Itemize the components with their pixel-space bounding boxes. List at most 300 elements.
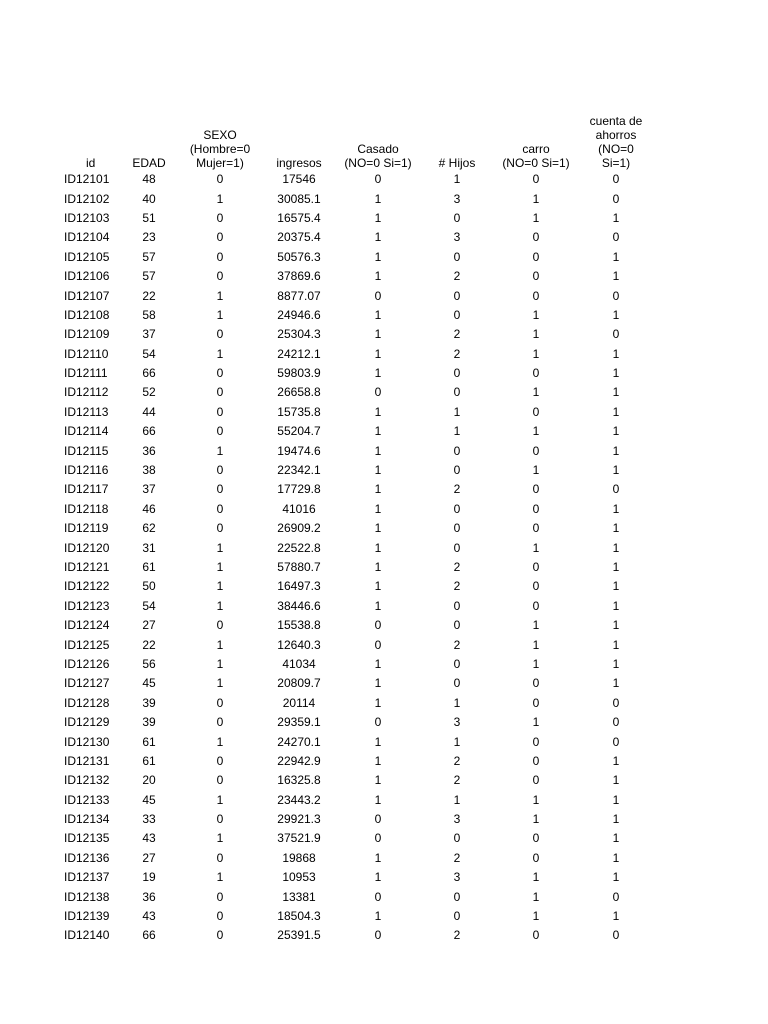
cell-ingresos: 20375.4	[277, 230, 321, 245]
cell-casado: 1	[374, 501, 382, 516]
cell-id: ID12134	[64, 812, 110, 827]
cell-hijos: 0	[453, 618, 461, 633]
cell-ingresos: 25304.3	[277, 327, 321, 342]
table-row	[60, 189, 648, 208]
cell-ingresos: 19474.6	[277, 443, 321, 458]
cell-sexo: 1	[216, 734, 224, 749]
cell-hijos: 2	[453, 928, 461, 943]
cell-casado: 0	[374, 172, 382, 187]
column-header-cuenta-ahorros: cuenta de ahorros (NO=0 Si=1)	[589, 114, 643, 170]
cell-edad: 57	[142, 269, 156, 284]
table-row	[60, 732, 648, 751]
cell-sexo: 0	[216, 889, 224, 904]
cell-carro: 1	[532, 346, 540, 361]
cell-cuenta-ahorros: 1	[612, 812, 620, 827]
cell-ingresos: 22942.9	[277, 753, 321, 768]
cell-sexo: 0	[216, 172, 224, 187]
cell-carro: 0	[532, 695, 540, 710]
cell-hijos: 1	[453, 734, 461, 749]
cell-sexo: 1	[216, 191, 224, 206]
column-header-carro: carro (NO=0 Si=1)	[502, 142, 570, 170]
cell-id: ID12110	[64, 346, 109, 361]
cell-edad: 54	[142, 346, 156, 361]
cell-hijos: 2	[453, 637, 461, 652]
cell-ingresos: 13381	[282, 889, 316, 904]
cell-edad: 50	[142, 579, 156, 594]
header-row	[60, 114, 648, 170]
cell-edad: 39	[142, 715, 156, 730]
cell-ingresos: 8877.07	[277, 288, 321, 303]
cell-casado: 1	[374, 346, 382, 361]
table-row	[60, 325, 648, 344]
cell-ingresos: 16575.4	[277, 210, 321, 225]
cell-cuenta-ahorros: 1	[612, 560, 620, 574]
cell-ingresos: 18504.3	[277, 909, 321, 924]
cell-id: ID12105	[64, 249, 110, 264]
cell-edad: 66	[142, 928, 156, 943]
cell-ingresos: 24946.6	[277, 307, 321, 322]
cell-casado: 1	[374, 307, 382, 322]
cell-carro: 1	[532, 210, 540, 225]
cell-sexo: 0	[216, 463, 224, 478]
cell-casado: 1	[374, 734, 382, 749]
cell-id: ID12107	[64, 288, 110, 303]
cell-hijos: 0	[453, 540, 461, 555]
cell-casado: 0	[374, 812, 382, 827]
cell-casado: 1	[374, 191, 382, 206]
cell-cuenta-ahorros: 1	[612, 676, 620, 691]
table-row	[60, 752, 648, 771]
cell-sexo: 0	[216, 210, 224, 225]
cell-carro: 0	[532, 249, 540, 264]
table-row	[60, 519, 648, 538]
cell-ingresos: 20114	[282, 695, 316, 710]
cell-sexo: 1	[216, 307, 224, 322]
cell-hijos: 0	[453, 909, 461, 924]
cell-sexo: 0	[216, 424, 224, 439]
cell-edad: 54	[142, 598, 156, 613]
cell-cuenta-ahorros: 1	[612, 501, 620, 516]
cell-edad: 22	[142, 637, 156, 652]
cell-hijos: 0	[453, 366, 461, 381]
cell-cuenta-ahorros: 1	[612, 404, 620, 419]
cell-casado: 1	[374, 676, 382, 691]
cell-sexo: 0	[216, 773, 224, 788]
cell-casado: 1	[374, 792, 382, 807]
cell-cuenta-ahorros: 1	[612, 579, 620, 594]
table-row	[60, 403, 648, 422]
cell-edad: 40	[142, 191, 156, 206]
cell-casado: 1	[374, 909, 382, 924]
cell-hijos: 2	[453, 327, 461, 342]
cell-casado: 0	[374, 637, 382, 652]
cell-carro: 0	[532, 560, 540, 574]
cell-edad: 37	[142, 482, 156, 497]
cell-cuenta-ahorros: 1	[612, 269, 620, 284]
cell-cuenta-ahorros: 1	[612, 792, 620, 807]
cell-hijos: 1	[453, 404, 461, 419]
cell-ingresos: 10953	[282, 870, 316, 885]
cell-casado: 1	[374, 753, 382, 768]
table-row	[60, 170, 648, 189]
cell-casado: 1	[374, 521, 382, 536]
cell-cuenta-ahorros: 1	[612, 831, 620, 846]
cell-sexo: 0	[216, 850, 224, 865]
cell-edad: 61	[142, 753, 156, 768]
cell-sexo: 1	[216, 346, 224, 361]
cell-id: ID12101	[64, 172, 110, 187]
cell-id: ID12136	[64, 850, 110, 865]
cell-casado: 0	[374, 715, 382, 730]
cell-carro: 1	[532, 424, 540, 439]
cell-cuenta-ahorros: 0	[612, 889, 620, 904]
cell-hijos: 2	[453, 560, 461, 574]
cell-ingresos: 41016	[282, 501, 316, 516]
cell-ingresos: 16325.8	[277, 773, 321, 788]
table-row	[60, 849, 648, 868]
cell-casado: 1	[374, 598, 382, 613]
cell-hijos: 2	[453, 850, 461, 865]
table-row	[60, 383, 648, 402]
cell-casado: 1	[374, 870, 382, 885]
table-row	[60, 461, 648, 480]
cell-hijos: 3	[453, 870, 461, 885]
cell-sexo: 0	[216, 695, 224, 710]
column-header-casado: Casado (NO=0 Si=1)	[344, 142, 412, 170]
cell-id: ID12117	[64, 482, 109, 497]
cell-cuenta-ahorros: 1	[612, 637, 620, 652]
table-row	[60, 558, 648, 577]
cell-hijos: 0	[453, 443, 461, 458]
cell-carro: 1	[532, 909, 540, 924]
cell-id: ID12128	[64, 695, 110, 710]
cell-casado: 0	[374, 385, 382, 400]
cell-cuenta-ahorros: 1	[612, 307, 620, 322]
cell-carro: 0	[532, 404, 540, 419]
cell-id: ID12138	[64, 889, 110, 904]
cell-edad: 62	[142, 521, 156, 536]
cell-casado: 1	[374, 482, 382, 497]
table-row	[60, 694, 648, 713]
cell-carro: 1	[532, 715, 540, 730]
cell-casado: 1	[374, 424, 382, 439]
cell-edad: 27	[142, 618, 156, 633]
column-header-sexo: SEXO (Hombre=0 Mujer=1)	[189, 128, 251, 170]
table-row	[60, 364, 648, 383]
cell-sexo: 0	[216, 327, 224, 342]
table-row	[60, 306, 648, 325]
cell-sexo: 0	[216, 230, 224, 245]
cell-edad: 43	[142, 909, 156, 924]
column-header-edad: EDAD	[132, 156, 166, 170]
cell-cuenta-ahorros: 1	[612, 656, 620, 671]
cell-hijos: 0	[453, 521, 461, 536]
cell-carro: 0	[532, 172, 540, 187]
cell-ingresos: 19868	[282, 850, 316, 865]
cell-ingresos: 26658.8	[277, 385, 321, 400]
cell-carro: 1	[532, 463, 540, 478]
cell-id: ID12119	[64, 521, 109, 536]
cell-hijos: 2	[453, 753, 461, 768]
cell-id: ID12131	[64, 753, 110, 768]
table-row	[60, 926, 648, 945]
cell-id: ID12112	[64, 385, 109, 400]
cell-cuenta-ahorros: 0	[612, 695, 620, 710]
cell-edad: 45	[142, 676, 156, 691]
cell-id: ID12130	[64, 734, 110, 749]
column-header-ingresos: ingresos	[276, 156, 322, 170]
cell-sexo: 1	[216, 870, 224, 885]
cell-hijos: 0	[453, 385, 461, 400]
table-row	[60, 345, 648, 364]
cell-cuenta-ahorros: 0	[612, 734, 620, 749]
cell-sexo: 0	[216, 812, 224, 827]
cell-cuenta-ahorros: 1	[612, 346, 620, 361]
cell-ingresos: 24212.1	[277, 346, 321, 361]
cell-edad: 61	[142, 560, 156, 574]
cell-cuenta-ahorros: 1	[612, 210, 620, 225]
cell-hijos: 0	[453, 656, 461, 671]
table-row	[60, 228, 648, 247]
cell-cuenta-ahorros: 1	[612, 424, 620, 439]
cell-hijos: 2	[453, 579, 461, 594]
cell-id: ID12106	[64, 269, 110, 284]
cell-carro: 1	[532, 540, 540, 555]
cell-edad: 51	[142, 210, 156, 225]
cell-sexo: 1	[216, 792, 224, 807]
cell-sexo: 1	[216, 598, 224, 613]
cell-hijos: 2	[453, 773, 461, 788]
cell-id: ID12115	[64, 443, 109, 458]
table-row	[60, 209, 648, 228]
cell-cuenta-ahorros: 1	[612, 753, 620, 768]
cell-id: ID12127	[64, 676, 110, 691]
cell-carro: 0	[532, 753, 540, 768]
cell-cuenta-ahorros: 0	[612, 928, 620, 943]
cell-casado: 0	[374, 928, 382, 943]
cell-hijos: 0	[453, 307, 461, 322]
cell-sexo: 0	[216, 928, 224, 943]
cell-cuenta-ahorros: 0	[612, 172, 620, 187]
cell-casado: 0	[374, 831, 382, 846]
cell-id: ID12116	[64, 463, 109, 478]
cell-id: ID12102	[64, 191, 110, 206]
cell-ingresos: 16497.3	[277, 579, 321, 594]
cell-cuenta-ahorros: 1	[612, 249, 620, 264]
cell-id: ID12124	[64, 618, 110, 633]
cell-id: ID12103	[64, 210, 110, 225]
cell-cuenta-ahorros: 0	[612, 191, 620, 206]
cell-ingresos: 41034	[282, 656, 316, 671]
cell-cuenta-ahorros: 0	[612, 715, 620, 730]
cell-carro: 1	[532, 385, 540, 400]
cell-id: ID12137	[64, 870, 110, 885]
cell-edad: 46	[142, 501, 156, 516]
cell-id: ID12108	[64, 307, 110, 322]
cell-cuenta-ahorros: 1	[612, 850, 620, 865]
cell-hijos: 0	[453, 501, 461, 516]
cell-ingresos: 15538.8	[277, 618, 321, 633]
cell-casado: 1	[374, 773, 382, 788]
cell-casado: 1	[374, 210, 382, 225]
cell-edad: 43	[142, 831, 156, 846]
table-row	[60, 655, 648, 674]
cell-casado: 1	[374, 463, 382, 478]
cell-casado: 0	[374, 889, 382, 904]
cell-ingresos: 29921.3	[277, 812, 321, 827]
cell-ingresos: 37521.9	[277, 831, 321, 846]
cell-carro: 0	[532, 521, 540, 536]
cell-id: ID12140	[64, 928, 110, 943]
table-row	[60, 538, 648, 557]
cell-edad: 48	[142, 172, 156, 187]
table-row	[60, 248, 648, 267]
cell-edad: 52	[142, 385, 156, 400]
cell-ingresos: 25391.5	[277, 928, 321, 943]
cell-cuenta-ahorros: 1	[612, 598, 620, 613]
cell-casado: 1	[374, 560, 382, 574]
cell-ingresos: 26909.2	[277, 521, 321, 536]
cell-edad: 39	[142, 695, 156, 710]
table-row	[60, 441, 648, 460]
cell-carro: 0	[532, 850, 540, 865]
cell-sexo: 0	[216, 618, 224, 633]
cell-edad: 66	[142, 424, 156, 439]
cell-casado: 1	[374, 540, 382, 555]
cell-edad: 27	[142, 850, 156, 865]
cell-edad: 33	[142, 812, 156, 827]
cell-sexo: 0	[216, 249, 224, 264]
cell-hijos: 0	[453, 598, 461, 613]
cell-hijos: 0	[453, 210, 461, 225]
cell-cuenta-ahorros: 1	[612, 463, 620, 478]
cell-edad: 22	[142, 288, 156, 303]
table-row	[60, 480, 648, 499]
cell-ingresos: 50576.3	[277, 249, 321, 264]
cell-carro: 0	[532, 366, 540, 381]
cell-hijos: 1	[453, 172, 461, 187]
cell-cuenta-ahorros: 1	[612, 773, 620, 788]
cell-hijos: 3	[453, 812, 461, 827]
cell-sexo: 1	[216, 637, 224, 652]
cell-ingresos: 55204.7	[277, 424, 321, 439]
cell-carro: 1	[532, 792, 540, 807]
cell-sexo: 1	[216, 540, 224, 555]
cell-cuenta-ahorros: 1	[612, 385, 620, 400]
cell-ingresos: 17729.8	[277, 482, 321, 497]
cell-sexo: 0	[216, 404, 224, 419]
cell-id: ID12135	[64, 831, 110, 846]
cell-casado: 1	[374, 269, 382, 284]
cell-edad: 37	[142, 327, 156, 342]
cell-hijos: 2	[453, 346, 461, 361]
cell-carro: 1	[532, 889, 540, 904]
cell-ingresos: 59803.9	[277, 366, 321, 381]
cell-cuenta-ahorros: 0	[612, 230, 620, 245]
cell-sexo: 0	[216, 753, 224, 768]
table-row	[60, 868, 648, 887]
cell-hijos: 1	[453, 792, 461, 807]
cell-cuenta-ahorros: 1	[612, 366, 620, 381]
table-row	[60, 616, 648, 635]
table-row	[60, 597, 648, 616]
cell-sexo: 1	[216, 443, 224, 458]
cell-casado: 1	[374, 850, 382, 865]
table-row	[60, 887, 648, 906]
cell-ingresos: 22342.1	[277, 463, 321, 478]
cell-ingresos: 20809.7	[277, 676, 321, 691]
cell-casado: 1	[374, 404, 382, 419]
cell-casado: 1	[374, 695, 382, 710]
cell-cuenta-ahorros: 1	[612, 909, 620, 924]
cell-hijos: 3	[453, 191, 461, 206]
cell-id: ID12126	[64, 656, 110, 671]
table-row	[60, 286, 648, 305]
cell-casado: 0	[374, 618, 382, 633]
cell-edad: 61	[142, 734, 156, 749]
cell-casado: 1	[374, 249, 382, 264]
cell-cuenta-ahorros: 0	[612, 327, 620, 342]
cell-carro: 1	[532, 870, 540, 885]
cell-carro: 1	[532, 656, 540, 671]
column-header-hijos: # Hijos	[438, 156, 476, 170]
cell-sexo: 0	[216, 366, 224, 381]
table-row	[60, 635, 648, 654]
cell-ingresos: 57880.7	[277, 560, 321, 574]
cell-carro: 1	[532, 637, 540, 652]
cell-carro: 0	[532, 928, 540, 943]
cell-cuenta-ahorros: 1	[612, 540, 620, 555]
cell-casado: 1	[374, 327, 382, 342]
cell-edad: 38	[142, 463, 156, 478]
cell-casado: 0	[374, 288, 382, 303]
cell-hijos: 3	[453, 230, 461, 245]
cell-id: ID12122	[64, 579, 110, 594]
cell-edad: 20	[142, 773, 156, 788]
cell-casado: 1	[374, 443, 382, 458]
cell-sexo: 0	[216, 385, 224, 400]
cell-ingresos: 30085.1	[277, 191, 321, 206]
cell-carro: 0	[532, 288, 540, 303]
table-row	[60, 907, 648, 926]
cell-cuenta-ahorros: 1	[612, 870, 620, 885]
cell-edad: 45	[142, 792, 156, 807]
cell-carro: 0	[532, 598, 540, 613]
cell-hijos: 1	[453, 695, 461, 710]
cell-carro: 0	[532, 676, 540, 691]
cell-cuenta-ahorros: 1	[612, 443, 620, 458]
cell-ingresos: 15735.8	[277, 404, 321, 419]
cell-carro: 0	[532, 269, 540, 284]
cell-sexo: 0	[216, 909, 224, 924]
cell-id: ID12133	[64, 792, 110, 807]
table-row	[60, 500, 648, 519]
cell-id: ID12111	[64, 366, 108, 381]
cell-ingresos: 17546	[282, 172, 316, 187]
cell-id: ID12123	[64, 598, 110, 613]
cell-hijos: 2	[453, 482, 461, 497]
cell-edad: 19	[142, 870, 156, 885]
cell-sexo: 1	[216, 656, 224, 671]
table-row	[60, 829, 648, 848]
cell-carro: 0	[532, 443, 540, 458]
cell-edad: 56	[142, 656, 156, 671]
cell-carro: 0	[532, 734, 540, 749]
table-row	[60, 267, 648, 286]
cell-id: ID12109	[64, 327, 110, 342]
cell-edad: 44	[142, 404, 156, 419]
table-row	[60, 771, 648, 790]
